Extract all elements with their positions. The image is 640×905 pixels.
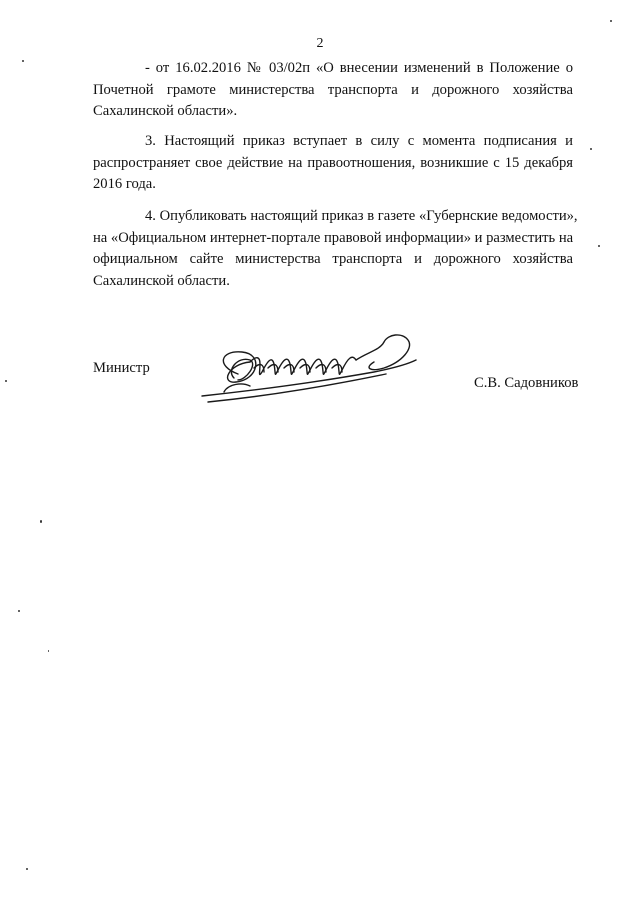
paragraph-line: Сахалинской области». — [93, 103, 238, 119]
scan-speck — [610, 20, 612, 22]
paragraph-amendment — [93, 58, 573, 123]
paragraph-line: на «Официальном интернет-портале правовой информации» и разместить на — [93, 229, 574, 246]
paragraph-line: Сахалинской области. — [93, 272, 230, 289]
paragraph-item-4 — [93, 206, 578, 292]
scan-speck — [18, 610, 20, 612]
paragraph-line: Почетной грамоте министерства транспорта и дорожного хозяйства — [93, 81, 573, 98]
scan-speck — [26, 868, 28, 870]
signer-title: Министр — [93, 360, 150, 376]
scan-speck — [598, 245, 600, 247]
scan-speck — [40, 520, 42, 523]
paragraph-line: официальном сайте министерства транспорта и дорожного хозяйства — [93, 251, 573, 267]
paragraph-line: распространяет свое действие на правоотношения, возникшие с 15 декабря — [93, 154, 573, 171]
paragraph-line: 2016 года. — [93, 176, 156, 192]
paragraph-line: 3. Настоящий приказ вступает в силу с момента подписания и — [145, 133, 573, 149]
scan-speck — [22, 60, 24, 62]
scan-speck — [590, 148, 592, 150]
paragraph-line: - от 16.02.2016 № 03/02п «О внесении изменений в Положение о — [145, 60, 573, 76]
signer-name: С.В. Садовников — [474, 375, 579, 391]
paragraph-line: 4. Опубликовать настоящий приказ в газете «Губернские ведомости», — [145, 208, 578, 224]
scan-speck — [5, 380, 7, 382]
scan-speck — [48, 650, 49, 652]
paragraph-item-3 — [93, 131, 573, 196]
page-number: 2 — [316, 36, 324, 51]
handwritten-signature — [198, 322, 428, 412]
